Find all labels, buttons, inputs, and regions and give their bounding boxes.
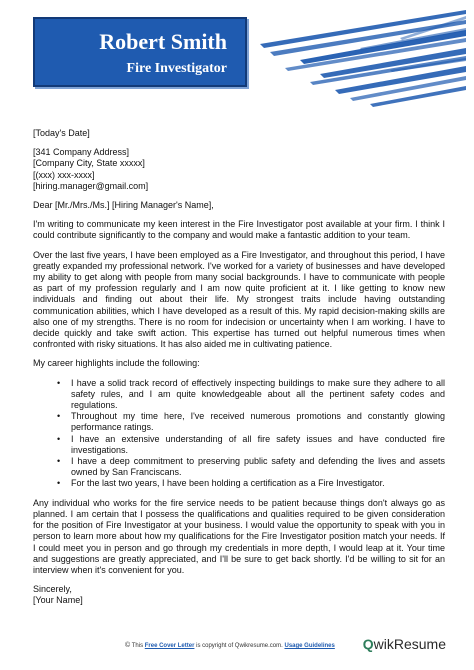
list-item — [57, 411, 445, 433]
name-box — [33, 17, 247, 87]
letter-body — [33, 128, 445, 607]
valediction: Sincerely, — [33, 584, 72, 595]
highlights-list — [33, 378, 445, 490]
candidate-title: Fire Investigator — [126, 61, 227, 76]
recipient-email-line: [hiring.manager@gmail.com] — [33, 180, 149, 191]
signature: [Your Name] — [33, 595, 83, 606]
list-item — [57, 378, 445, 412]
bullet-icon: • — [57, 377, 61, 388]
list-item — [57, 478, 445, 489]
salutation: Dear [Mr./Mrs./Ms.] [Hiring Manager's Name], — [33, 200, 214, 211]
highlight-text: I have a solid track record of effectively inspecting buildings to make sure they adhere to all safety rules, and I am quite knowledgeable about all the pertinent safety codes and regulations. — [71, 377, 445, 411]
recipient-address-line: [341 Company Address] — [33, 147, 130, 158]
list-item — [57, 456, 445, 478]
highlight-text: I have a deep commitment to preserving public safety and defending the lives and assets owned by San Franciscans. — [71, 456, 445, 478]
closing-paragraph: Any individual who works for the fire service needs to be patient because things don't always go as planned. I am certain that I possess the qualifications and qualities required to be given consideration for the position of Fire Investigator at your business. I would value the opportunity to speak with you in person to learn more about how my qualifications for the Fire Investigator position match your needs. If I could meet you in person and go through my credentials in more depth, I would leap at it. Your time and suggestions are greatly appreciated, and I'll be sure to get back shortly. I'd be willing to sit for an interview when it's convenient for you. — [33, 497, 445, 575]
bullet-icon: • — [57, 433, 61, 444]
signoff-block — [33, 584, 445, 606]
highlight-text: Throughout my time here, I've received numerous promotions and constantly glowing performance ratings. — [71, 411, 445, 433]
highlights-intro: My career highlights include the following: — [33, 358, 200, 369]
decorative-streaks — [240, 8, 466, 108]
footer-prefix: This — [131, 643, 144, 649]
recipient-city-line: [Company City, State xxxxx] — [33, 158, 145, 169]
bullet-icon: • — [57, 478, 61, 489]
highlight-text: I have an extensive understanding of all fire safety issues and have conducted fire investigations. — [71, 433, 445, 455]
bullet-icon: • — [57, 411, 61, 422]
recipient-phone-line: [(xxx) xxx-xxxx] — [33, 169, 95, 180]
logo-q: Q — [362, 636, 374, 652]
free-cover-letter-link[interactable]: Free Cover Letter — [144, 643, 195, 649]
recipient-block — [33, 147, 445, 192]
letter-header — [0, 0, 474, 110]
copyright-note — [125, 642, 335, 649]
bullet-icon: • — [57, 456, 61, 467]
intro-paragraph: I'm writing to communicate my keen interest in the Fire Investigator post available at your firm. I think I could contribute significantly to the company and would make a fantastic addition to your team. — [33, 219, 445, 241]
date-line: [Today's Date] — [33, 128, 90, 138]
date-block — [33, 128, 445, 139]
experience-paragraph: Over the last five years, I have been employed as a Fire Investigator, and throughout this period, I have greatly expanded my professional network. I've worked for a variety of businesses and have developed my ability to get along with people from many social backgrounds. I have to communicate with people as part of my profession regularly and I am now quite proficient at it. I like getting to know new individuals and finding out about their life. My strongest traits include having outstanding communication abilities, which I have developed as a result of this. My rapid decision-making skills are also one of my strengths. There is no room for indecision or uncertainty when I am working. I have to decide quickly and take swift action. This expertise has turned out helpful numerous times when confronted with risky situations. It has also aided me in cultivating patience. — [33, 249, 445, 350]
logo-text: wikResume — [373, 636, 446, 652]
footer-middle: is copyright of Qwikresume.com. — [196, 643, 283, 649]
page-footer — [0, 638, 474, 658]
list-item — [57, 434, 445, 456]
copyright-icon: © — [125, 642, 131, 649]
highlight-text: For the last two years, I have been holding a certification as a Fire Investigator. — [71, 478, 385, 489]
candidate-name: Robert Smith — [99, 29, 227, 54]
qwikresume-logo[interactable] — [363, 636, 446, 652]
usage-guidelines-link[interactable]: Usage Guidelines — [284, 643, 335, 649]
